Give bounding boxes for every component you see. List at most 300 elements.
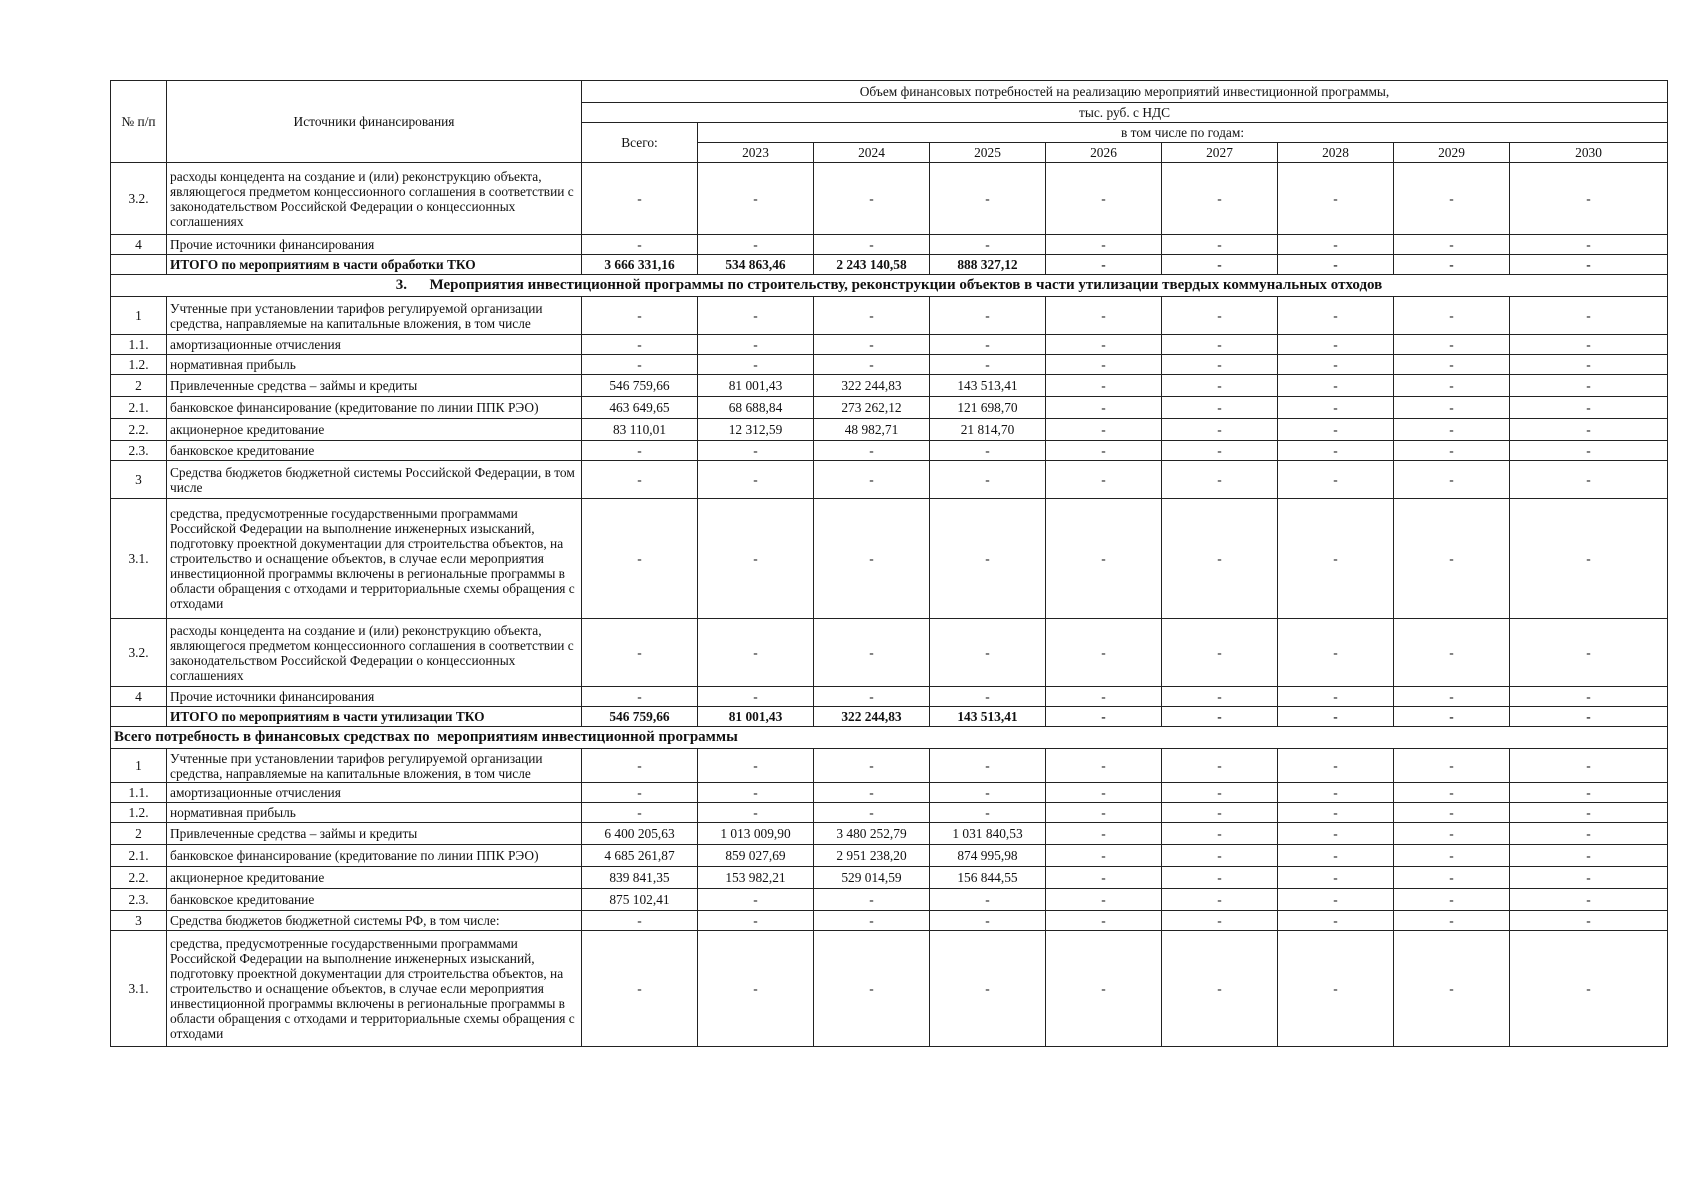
header-year-2027: 2027 bbox=[1162, 143, 1278, 163]
value-2024: - bbox=[814, 461, 930, 499]
value-2028: - bbox=[1278, 499, 1394, 619]
value-total: 6 400 205,63 bbox=[582, 823, 698, 845]
value-total: 546 759,66 bbox=[582, 375, 698, 397]
value-2023: - bbox=[698, 783, 814, 803]
value-2028: - bbox=[1278, 783, 1394, 803]
value-2030: - bbox=[1510, 707, 1668, 727]
header-by-year: в том числе по годам: bbox=[698, 123, 1668, 143]
table-row bbox=[111, 419, 1668, 441]
section-row bbox=[111, 727, 1668, 749]
value-2026: - bbox=[1046, 335, 1162, 355]
value-2029: - bbox=[1394, 297, 1510, 335]
header-total: Всего: bbox=[582, 123, 698, 163]
value-2029: - bbox=[1394, 397, 1510, 419]
value-2030: - bbox=[1510, 235, 1668, 255]
financing-source: Привлеченные средства – займы и кредиты bbox=[167, 375, 582, 397]
financing-source: ИТОГО по мероприятиям в части утилизации ТКО bbox=[167, 707, 582, 727]
financing-source: акционерное кредитование bbox=[167, 419, 582, 441]
value-2029: - bbox=[1394, 335, 1510, 355]
financing-source: нормативная прибыль bbox=[167, 803, 582, 823]
value-total: - bbox=[582, 931, 698, 1047]
value-2028: - bbox=[1278, 419, 1394, 441]
value-total: - bbox=[582, 461, 698, 499]
table-row bbox=[111, 867, 1668, 889]
financing-source: акционерное кредитование bbox=[167, 867, 582, 889]
value-2030: - bbox=[1510, 867, 1668, 889]
table-row bbox=[111, 297, 1668, 335]
financing-source: нормативная прибыль bbox=[167, 355, 582, 375]
value-2025: - bbox=[930, 163, 1046, 235]
row-number: 3.1. bbox=[111, 931, 167, 1047]
value-2023: - bbox=[698, 931, 814, 1047]
value-2026: - bbox=[1046, 707, 1162, 727]
table-row bbox=[111, 783, 1668, 803]
value-2029: - bbox=[1394, 931, 1510, 1047]
value-2026: - bbox=[1046, 499, 1162, 619]
value-2030: - bbox=[1510, 397, 1668, 419]
financing-source: банковское финансирование (кредитование по линии ППК РЭО) bbox=[167, 397, 582, 419]
value-2024: 48 982,71 bbox=[814, 419, 930, 441]
value-2028: - bbox=[1278, 931, 1394, 1047]
value-2024: - bbox=[814, 163, 930, 235]
value-2030: - bbox=[1510, 803, 1668, 823]
value-2030: - bbox=[1510, 441, 1668, 461]
row-number: 2 bbox=[111, 823, 167, 845]
value-2026: - bbox=[1046, 397, 1162, 419]
value-2027: - bbox=[1162, 499, 1278, 619]
value-2023: - bbox=[698, 749, 814, 783]
value-2025: 121 698,70 bbox=[930, 397, 1046, 419]
value-2028: - bbox=[1278, 441, 1394, 461]
value-2026: - bbox=[1046, 783, 1162, 803]
value-2023: 1 013 009,90 bbox=[698, 823, 814, 845]
header-year-2023: 2023 bbox=[698, 143, 814, 163]
value-2029: - bbox=[1394, 803, 1510, 823]
value-2023: 81 001,43 bbox=[698, 707, 814, 727]
value-2023: - bbox=[698, 163, 814, 235]
value-2030: - bbox=[1510, 687, 1668, 707]
value-2025: - bbox=[930, 461, 1046, 499]
value-2023: 534 863,46 bbox=[698, 255, 814, 275]
value-2026: - bbox=[1046, 163, 1162, 235]
value-2029: - bbox=[1394, 749, 1510, 783]
value-2025: 21 814,70 bbox=[930, 419, 1046, 441]
value-2028: - bbox=[1278, 749, 1394, 783]
value-2029: - bbox=[1394, 255, 1510, 275]
value-2023: - bbox=[698, 297, 814, 335]
table-row bbox=[111, 335, 1668, 355]
value-total: 875 102,41 bbox=[582, 889, 698, 911]
value-total: - bbox=[582, 297, 698, 335]
value-2026: - bbox=[1046, 619, 1162, 687]
value-2026: - bbox=[1046, 889, 1162, 911]
value-2028: - bbox=[1278, 845, 1394, 867]
header-source: Источники финансирования bbox=[167, 81, 582, 163]
header-year-2026: 2026 bbox=[1046, 143, 1162, 163]
value-2030: - bbox=[1510, 419, 1668, 441]
value-2028: - bbox=[1278, 375, 1394, 397]
financing-table bbox=[110, 80, 1668, 1047]
value-2030: - bbox=[1510, 163, 1668, 235]
financing-source: расходы концедента на создание и (или) реконструкцию объекта, являющегося предметом концессионного соглашения в соответствии с законодательством Российской Федерации о концессионных соглашениях bbox=[167, 163, 582, 235]
value-2023: 153 982,21 bbox=[698, 867, 814, 889]
value-2023: 12 312,59 bbox=[698, 419, 814, 441]
document-page bbox=[110, 80, 1667, 1047]
row-number: 4 bbox=[111, 687, 167, 707]
value-2027: - bbox=[1162, 397, 1278, 419]
value-2026: - bbox=[1046, 803, 1162, 823]
table-header bbox=[111, 81, 1668, 163]
financing-source: средства, предусмотренные государственными программами Российской Федерации на выполнение инженерных изысканий, подготовку проектной документации для строительства объектов, на строительство и оснащение объектов, в случае если мероприятия инвестиционной программы включены в региональные программы в области обращения с отходами и территориальные схемы обращения с отходами bbox=[167, 931, 582, 1047]
value-2030: - bbox=[1510, 845, 1668, 867]
value-2027: - bbox=[1162, 687, 1278, 707]
value-2028: - bbox=[1278, 803, 1394, 823]
header-volume: Объем финансовых потребностей на реализацию мероприятий инвестиционной программы, bbox=[582, 81, 1668, 103]
value-2023: - bbox=[698, 619, 814, 687]
table-row bbox=[111, 355, 1668, 375]
value-2027: - bbox=[1162, 823, 1278, 845]
value-2023: - bbox=[698, 335, 814, 355]
header-unit: тыс. руб. с НДС bbox=[582, 103, 1668, 123]
value-2024: 273 262,12 bbox=[814, 397, 930, 419]
value-2025: - bbox=[930, 783, 1046, 803]
header-no: № п/п bbox=[111, 81, 167, 163]
value-2026: - bbox=[1046, 375, 1162, 397]
value-2024: - bbox=[814, 297, 930, 335]
value-2024: 2 951 238,20 bbox=[814, 845, 930, 867]
financing-source: Средства бюджетов бюджетной системы РФ, в том числе: bbox=[167, 911, 582, 931]
table-row bbox=[111, 375, 1668, 397]
value-2024: - bbox=[814, 235, 930, 255]
value-total: - bbox=[582, 335, 698, 355]
value-2028: - bbox=[1278, 235, 1394, 255]
value-2025: - bbox=[930, 911, 1046, 931]
section-title: 3. Мероприятия инвестиционной программы по строительству, реконструкции объектов в части утилизации твердых коммунальных отходов bbox=[111, 275, 1668, 297]
value-2025: - bbox=[930, 355, 1046, 375]
value-2029: - bbox=[1394, 461, 1510, 499]
value-2027: - bbox=[1162, 867, 1278, 889]
value-2026: - bbox=[1046, 749, 1162, 783]
table-row bbox=[111, 461, 1668, 499]
row-number: 1 bbox=[111, 297, 167, 335]
total-row bbox=[111, 255, 1668, 275]
financing-source: Учтенные при установлении тарифов регулируемой организации средства, направляемые на капитальные вложения, в том числе bbox=[167, 297, 582, 335]
value-2025: - bbox=[930, 749, 1046, 783]
table-row bbox=[111, 687, 1668, 707]
financing-source: Привлеченные средства – займы и кредиты bbox=[167, 823, 582, 845]
value-2030: - bbox=[1510, 931, 1668, 1047]
row-number: 2 bbox=[111, 375, 167, 397]
value-total: - bbox=[582, 235, 698, 255]
value-2025: 143 513,41 bbox=[930, 707, 1046, 727]
value-2028: - bbox=[1278, 911, 1394, 931]
value-total: - bbox=[582, 441, 698, 461]
table-row bbox=[111, 441, 1668, 461]
row-number: 3 bbox=[111, 461, 167, 499]
value-2029: - bbox=[1394, 499, 1510, 619]
value-2026: - bbox=[1046, 255, 1162, 275]
row-number bbox=[111, 255, 167, 275]
header-year-2028: 2028 bbox=[1278, 143, 1394, 163]
value-2027: - bbox=[1162, 749, 1278, 783]
value-2023: 68 688,84 bbox=[698, 397, 814, 419]
value-2023: - bbox=[698, 235, 814, 255]
financing-source: ИТОГО по мероприятиям в части обработки ТКО bbox=[167, 255, 582, 275]
value-2028: - bbox=[1278, 255, 1394, 275]
value-2028: - bbox=[1278, 707, 1394, 727]
table-row bbox=[111, 163, 1668, 235]
value-2023: 81 001,43 bbox=[698, 375, 814, 397]
financing-source: банковское кредитование bbox=[167, 889, 582, 911]
header-year-2024: 2024 bbox=[814, 143, 930, 163]
table-row bbox=[111, 749, 1668, 783]
value-2023: - bbox=[698, 687, 814, 707]
value-2030: - bbox=[1510, 911, 1668, 931]
table-row bbox=[111, 845, 1668, 867]
value-2026: - bbox=[1046, 823, 1162, 845]
row-number: 3.1. bbox=[111, 499, 167, 619]
value-2025: - bbox=[930, 297, 1046, 335]
value-2029: - bbox=[1394, 889, 1510, 911]
value-2023: - bbox=[698, 803, 814, 823]
value-2030: - bbox=[1510, 783, 1668, 803]
row-number bbox=[111, 707, 167, 727]
value-2030: - bbox=[1510, 749, 1668, 783]
value-2027: - bbox=[1162, 335, 1278, 355]
value-2029: - bbox=[1394, 867, 1510, 889]
value-2030: - bbox=[1510, 355, 1668, 375]
value-2024: - bbox=[814, 911, 930, 931]
financing-source: Прочие источники финансирования bbox=[167, 235, 582, 255]
value-2024: - bbox=[814, 931, 930, 1047]
value-2028: - bbox=[1278, 823, 1394, 845]
financing-source: Средства бюджетов бюджетной системы Российской Федерации, в том числе bbox=[167, 461, 582, 499]
value-total: 83 110,01 bbox=[582, 419, 698, 441]
row-number: 2.2. bbox=[111, 419, 167, 441]
value-2027: - bbox=[1162, 297, 1278, 335]
value-2024: - bbox=[814, 803, 930, 823]
value-2024: 3 480 252,79 bbox=[814, 823, 930, 845]
value-2028: - bbox=[1278, 163, 1394, 235]
value-2026: - bbox=[1046, 297, 1162, 335]
section-row bbox=[111, 275, 1668, 297]
value-2029: - bbox=[1394, 911, 1510, 931]
value-2027: - bbox=[1162, 707, 1278, 727]
value-2026: - bbox=[1046, 235, 1162, 255]
value-2024: 529 014,59 bbox=[814, 867, 930, 889]
value-2030: - bbox=[1510, 375, 1668, 397]
value-total: 3 666 331,16 bbox=[582, 255, 698, 275]
value-2027: - bbox=[1162, 931, 1278, 1047]
value-2027: - bbox=[1162, 163, 1278, 235]
value-total: - bbox=[582, 803, 698, 823]
value-2028: - bbox=[1278, 461, 1394, 499]
value-2027: - bbox=[1162, 461, 1278, 499]
financing-source: банковское финансирование (кредитование по линии ППК РЭО) bbox=[167, 845, 582, 867]
row-number: 1.2. bbox=[111, 803, 167, 823]
value-2023: - bbox=[698, 461, 814, 499]
value-2025: - bbox=[930, 931, 1046, 1047]
value-2025: - bbox=[930, 687, 1046, 707]
value-total: - bbox=[582, 619, 698, 687]
value-2029: - bbox=[1394, 355, 1510, 375]
table-row bbox=[111, 499, 1668, 619]
value-2028: - bbox=[1278, 297, 1394, 335]
value-2025: 874 995,98 bbox=[930, 845, 1046, 867]
value-2030: - bbox=[1510, 297, 1668, 335]
value-2029: - bbox=[1394, 823, 1510, 845]
value-2025: - bbox=[930, 889, 1046, 911]
value-2029: - bbox=[1394, 441, 1510, 461]
section-title: Всего потребность в финансовых средствах по мероприятиям инвестиционной программы bbox=[111, 727, 1668, 749]
value-2027: - bbox=[1162, 911, 1278, 931]
value-2029: - bbox=[1394, 687, 1510, 707]
value-total: - bbox=[582, 163, 698, 235]
row-number: 2.2. bbox=[111, 867, 167, 889]
value-total: 463 649,65 bbox=[582, 397, 698, 419]
financing-source: средства, предусмотренные государственными программами Российской Федерации на выполнение инженерных изысканий, подготовку проектной документации для строительства объектов, на строительство и оснащение объектов, в случае если мероприятия инвестиционной программы включены в региональные программы в области обращения с отходами и территориальные схемы обращения с отходами bbox=[167, 499, 582, 619]
value-total: - bbox=[582, 783, 698, 803]
value-2029: - bbox=[1394, 235, 1510, 255]
value-2026: - bbox=[1046, 931, 1162, 1047]
value-2025: 156 844,55 bbox=[930, 867, 1046, 889]
value-2029: - bbox=[1394, 845, 1510, 867]
value-2030: - bbox=[1510, 461, 1668, 499]
value-2024: - bbox=[814, 355, 930, 375]
financing-source: амортизационные отчисления bbox=[167, 783, 582, 803]
value-2023: - bbox=[698, 911, 814, 931]
value-2027: - bbox=[1162, 375, 1278, 397]
value-total: 839 841,35 bbox=[582, 867, 698, 889]
value-2029: - bbox=[1394, 419, 1510, 441]
value-total: - bbox=[582, 499, 698, 619]
value-2027: - bbox=[1162, 783, 1278, 803]
row-number: 2.3. bbox=[111, 889, 167, 911]
financing-source: расходы концедента на создание и (или) реконструкцию объекта, являющегося предметом концессионного соглашения в соответствии с законодательством Российской Федерации о концессионных соглашениях bbox=[167, 619, 582, 687]
value-2028: - bbox=[1278, 867, 1394, 889]
value-2025: - bbox=[930, 235, 1046, 255]
value-2027: - bbox=[1162, 419, 1278, 441]
value-2028: - bbox=[1278, 687, 1394, 707]
value-2024: 322 244,83 bbox=[814, 375, 930, 397]
table-row bbox=[111, 911, 1668, 931]
value-2024: 2 243 140,58 bbox=[814, 255, 930, 275]
value-2024: - bbox=[814, 687, 930, 707]
value-2028: - bbox=[1278, 335, 1394, 355]
value-2023: - bbox=[698, 441, 814, 461]
value-2026: - bbox=[1046, 687, 1162, 707]
value-2026: - bbox=[1046, 355, 1162, 375]
value-2027: - bbox=[1162, 255, 1278, 275]
value-2024: - bbox=[814, 335, 930, 355]
value-total: 4 685 261,87 bbox=[582, 845, 698, 867]
value-total: - bbox=[582, 687, 698, 707]
header-year-2029: 2029 bbox=[1394, 143, 1510, 163]
value-total: - bbox=[582, 749, 698, 783]
value-2030: - bbox=[1510, 823, 1668, 845]
header-year-2030: 2030 bbox=[1510, 143, 1668, 163]
row-number: 1.1. bbox=[111, 783, 167, 803]
value-2027: - bbox=[1162, 803, 1278, 823]
value-2028: - bbox=[1278, 889, 1394, 911]
row-number: 2.1. bbox=[111, 397, 167, 419]
value-2023: 859 027,69 bbox=[698, 845, 814, 867]
value-total: - bbox=[582, 911, 698, 931]
value-2028: - bbox=[1278, 355, 1394, 375]
value-2025: 888 327,12 bbox=[930, 255, 1046, 275]
table-row bbox=[111, 889, 1668, 911]
value-2024: 322 244,83 bbox=[814, 707, 930, 727]
value-2026: - bbox=[1046, 867, 1162, 889]
table-row bbox=[111, 803, 1668, 823]
value-2025: - bbox=[930, 335, 1046, 355]
value-2024: - bbox=[814, 889, 930, 911]
value-total: - bbox=[582, 355, 698, 375]
value-2027: - bbox=[1162, 441, 1278, 461]
row-number: 3.2. bbox=[111, 619, 167, 687]
value-2027: - bbox=[1162, 235, 1278, 255]
value-2027: - bbox=[1162, 355, 1278, 375]
row-number: 3.2. bbox=[111, 163, 167, 235]
value-2030: - bbox=[1510, 619, 1668, 687]
value-2026: - bbox=[1046, 461, 1162, 499]
value-2029: - bbox=[1394, 619, 1510, 687]
value-2027: - bbox=[1162, 845, 1278, 867]
financing-source: банковское кредитование bbox=[167, 441, 582, 461]
row-number: 2.3. bbox=[111, 441, 167, 461]
value-2029: - bbox=[1394, 783, 1510, 803]
value-2024: - bbox=[814, 749, 930, 783]
row-number: 1 bbox=[111, 749, 167, 783]
row-number: 2.1. bbox=[111, 845, 167, 867]
value-2030: - bbox=[1510, 499, 1668, 619]
value-2023: - bbox=[698, 355, 814, 375]
financing-source: Прочие источники финансирования bbox=[167, 687, 582, 707]
value-2024: - bbox=[814, 441, 930, 461]
value-2026: - bbox=[1046, 419, 1162, 441]
value-2027: - bbox=[1162, 619, 1278, 687]
row-number: 3 bbox=[111, 911, 167, 931]
value-2025: - bbox=[930, 499, 1046, 619]
value-2024: - bbox=[814, 783, 930, 803]
value-2023: - bbox=[698, 499, 814, 619]
value-2030: - bbox=[1510, 889, 1668, 911]
value-2024: - bbox=[814, 619, 930, 687]
row-number: 1.2. bbox=[111, 355, 167, 375]
value-2026: - bbox=[1046, 845, 1162, 867]
value-2027: - bbox=[1162, 889, 1278, 911]
value-2026: - bbox=[1046, 911, 1162, 931]
financing-source: Учтенные при установлении тарифов регулируемой организации средства, направляемые на капитальные вложения, в том числе bbox=[167, 749, 582, 783]
value-2024: - bbox=[814, 499, 930, 619]
total-row bbox=[111, 707, 1668, 727]
table-row bbox=[111, 397, 1668, 419]
table-row bbox=[111, 619, 1668, 687]
value-2025: 1 031 840,53 bbox=[930, 823, 1046, 845]
value-2025: 143 513,41 bbox=[930, 375, 1046, 397]
table-row bbox=[111, 931, 1668, 1047]
value-2025: - bbox=[930, 803, 1046, 823]
value-2026: - bbox=[1046, 441, 1162, 461]
value-2029: - bbox=[1394, 375, 1510, 397]
financing-source: амортизационные отчисления bbox=[167, 335, 582, 355]
table-row bbox=[111, 235, 1668, 255]
value-2030: - bbox=[1510, 335, 1668, 355]
value-2025: - bbox=[930, 619, 1046, 687]
value-2029: - bbox=[1394, 707, 1510, 727]
row-number: 1.1. bbox=[111, 335, 167, 355]
value-total: 546 759,66 bbox=[582, 707, 698, 727]
